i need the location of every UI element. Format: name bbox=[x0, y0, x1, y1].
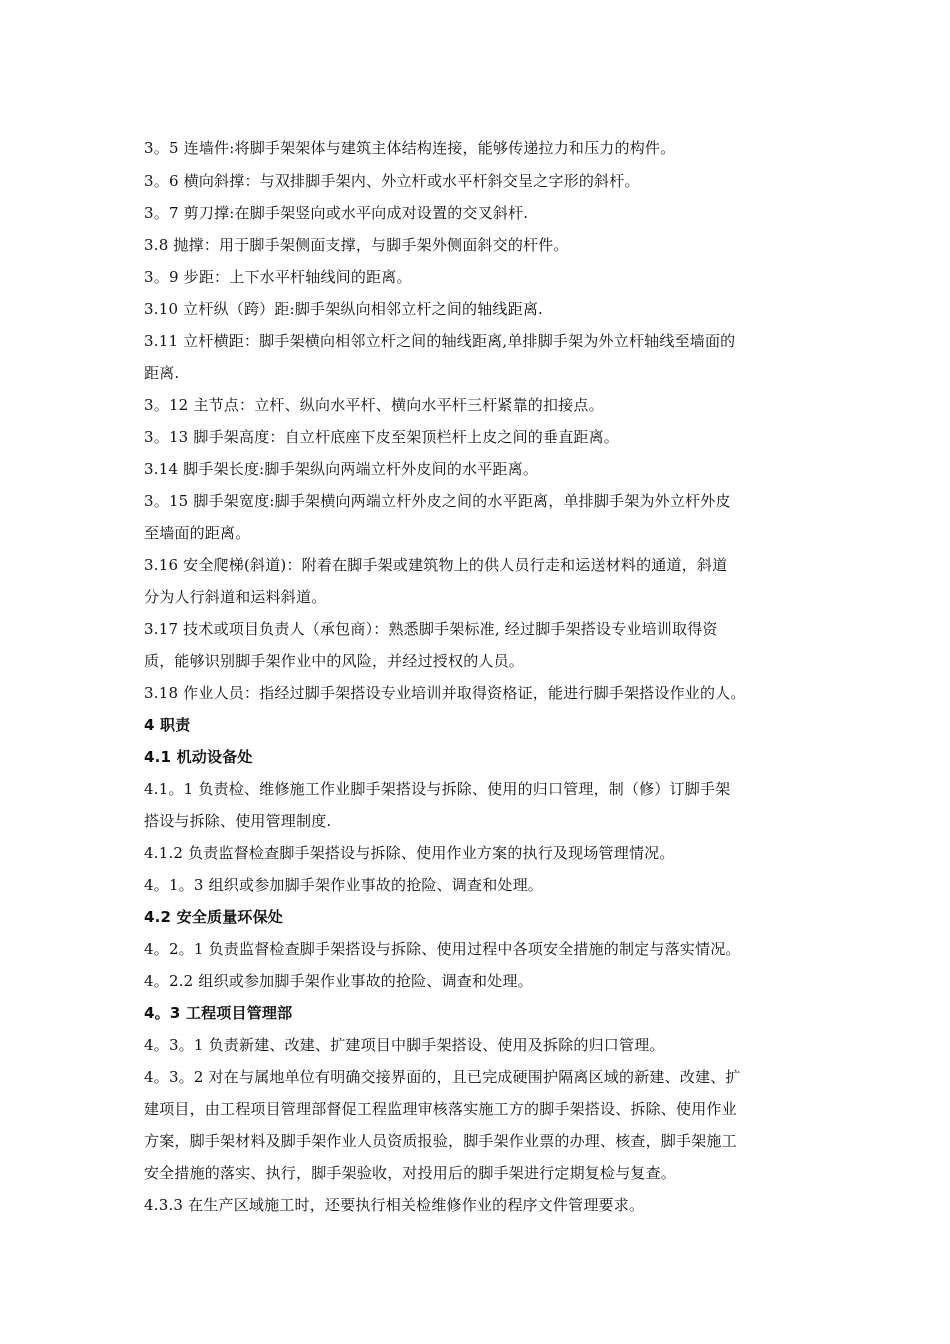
section-heading-4-2: 4.2 安全质量环保处 bbox=[144, 908, 283, 926]
text-line-4-3-2-cont-2: 方案，脚手架材料及脚手架作业人员资质报验，脚手架作业票的办理、核查，脚手架施工 bbox=[144, 1132, 737, 1150]
text-line-3-15: 3。15 脚手架宽度:脚手架横向两端立杆外皮之间的水平距离，单排脚手架为外立杆外皮 bbox=[144, 492, 731, 510]
text-line-4-3-2-cont-3: 安全措施的落实、执行，脚手架验收，对投用后的脚手架进行定期复检与复查。 bbox=[144, 1164, 677, 1182]
text-line-3-16: 3.16 安全爬梯(斜道)：附着在脚手架或建筑物上的供人员行走和运送材料的通道，斜道 bbox=[144, 556, 728, 574]
text-line-3-16-cont: 分为人行斜道和运料斜道。 bbox=[144, 588, 327, 606]
text-line-3-8: 3.8 抛撑：用于脚手架侧面支撑，与脚手架外侧面斜交的杆件。 bbox=[144, 236, 569, 254]
text-line-3-6: 3。6 横向斜撑：与双排脚手架内、外立杆或水平杆斜交呈之字形的斜杆。 bbox=[144, 172, 640, 190]
text-line-3-11-cont: 距离. bbox=[144, 364, 180, 382]
text-line-3-15-cont: 至墙面的距离。 bbox=[144, 524, 251, 542]
text-line-4-3-2-cont-1: 建项目，由工程项目管理部督促工程监理审核落实施工方的脚手架搭设、拆除、使用作业 bbox=[144, 1100, 737, 1118]
text-line-4-1-3: 4。1。3 组织或参加脚手架作业事故的抢险、调查和处理。 bbox=[144, 876, 544, 894]
text-line-3-10: 3.10 立杆纵（跨）距:脚手架纵向相邻立杆之间的轴线距离. bbox=[144, 300, 543, 318]
text-line-3-12: 3。12 主节点：立杆、纵向水平杆、横向水平杆三杆紧靠的扣接点。 bbox=[144, 396, 604, 414]
text-line-4-3-1: 4。3。1 负责新建、改建、扩建项目中脚手架搭设、使用及拆除的归口管理。 bbox=[144, 1036, 665, 1054]
section-heading-4: 4 职责 bbox=[144, 716, 191, 734]
text-line-3-17-cont: 质，能够识别脚手架作业中的风险，并经过授权的人员。 bbox=[144, 652, 525, 670]
text-line-4-3-2: 4。3。2 对在与属地单位有明确交接界面的，且已完成硬围护隔离区域的新建、改建、扩 bbox=[144, 1068, 741, 1086]
text-line-3-9: 3。9 步距：上下水平杆轴线间的距离。 bbox=[144, 268, 412, 286]
text-line-4-3-3: 4.3.3 在生产区域施工时，还要执行相关检维修作业的程序文件管理要求。 bbox=[144, 1196, 645, 1214]
section-heading-4-1: 4.1 机动设备处 bbox=[144, 748, 253, 766]
text-line-3-13: 3。13 脚手架高度：自立杆底座下皮至架顶栏杆上皮之间的垂直距离。 bbox=[144, 428, 620, 446]
text-line-3-18: 3.18 作业人员：指经过脚手架搭设专业培训并取得资格证，能进行脚手架搭设作业的人。 bbox=[144, 684, 746, 702]
text-line-3-11: 3.11 立杆横距：脚手架横向相邻立杆之间的轴线距离,单排脚手架为外立杆轴线至墙面的 bbox=[144, 332, 736, 350]
text-line-4-2-1: 4。2。1 负责监督检查脚手架搭设与拆除、使用过程中各项安全措施的制定与落实情况。 bbox=[144, 940, 741, 958]
text-line-3-17: 3.17 技术或项目负责人（承包商）：熟悉脚手架标准, 经过脚手架搭设专业培训取得资 bbox=[144, 620, 718, 638]
text-line-4-1-1-cont: 搭设与拆除、使用管理制度. bbox=[144, 812, 332, 830]
text-line-4-1-1: 4.1。1 负责检、维修施工作业脚手架搭设与拆除、使用的归口管理，制（修）订脚手架 bbox=[144, 780, 731, 798]
section-heading-4-3: 4。3 工程项目管理部 bbox=[144, 1004, 293, 1022]
text-line-3-5: 3。5 连墙件:将脚手架架体与建筑主体结构连接，能够传递拉力和压力的构件。 bbox=[144, 139, 676, 157]
text-line-3-14: 3.14 脚手架长度:脚手架纵向两端立杆外皮间的水平距离。 bbox=[144, 460, 539, 478]
text-line-3-7: 3。7 剪刀撑:在脚手架竖向或水平向成对设置的交叉斜杆. bbox=[144, 204, 529, 222]
text-line-4-1-2: 4.1.2 负责监督检查脚手架搭设与拆除、使用作业方案的执行及现场管理情况。 bbox=[144, 844, 675, 862]
text-line-4-2-2: 4。2.2 组织或参加脚手架作业事故的抢险、调查和处理。 bbox=[144, 972, 533, 990]
